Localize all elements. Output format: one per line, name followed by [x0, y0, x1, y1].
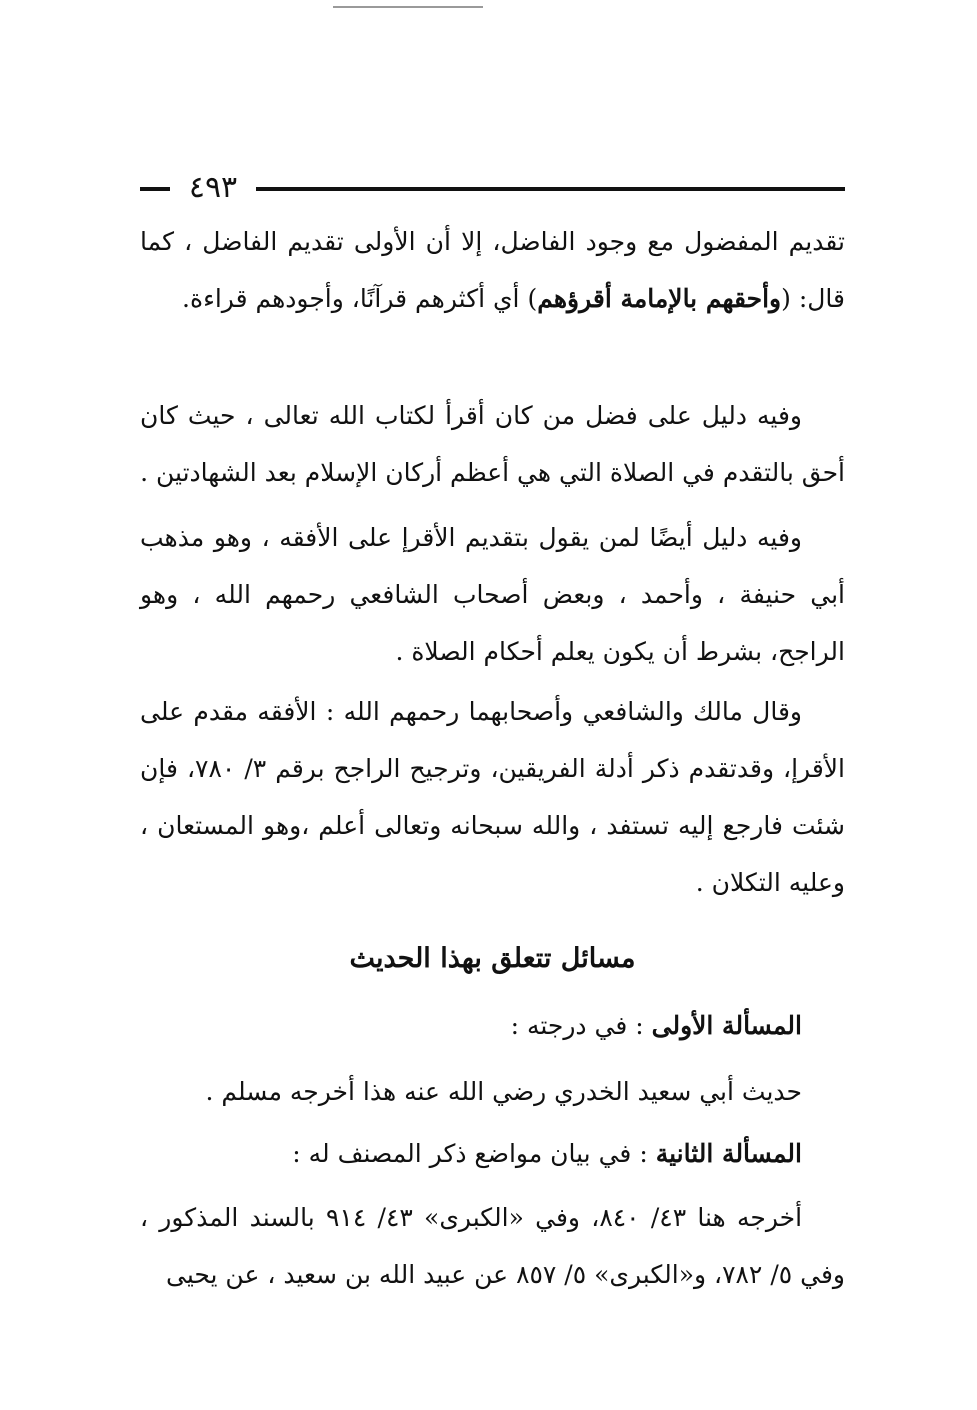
issue-first-text: : في درجته :: [510, 1011, 652, 1040]
paragraph-2: وفيه دليل على فضل من كان أقرأ لكتاب الله تعالى ، حيث كان أحق بالتقدم في الصلاة التي هي أعظم أركان الإسلام بعد الشهادتين .: [140, 401, 845, 487]
paragraph-1-text-before: تقديم المفضول مع وجود الفاضل، إلا أن الأولى تقديم الفاضل ، كما قال: (: [140, 227, 845, 313]
issue-second: [140, 1125, 802, 1182]
page-number: ٤٩٣: [188, 170, 238, 205]
section-heading: مسائل تتعلق بهذا الحديث: [349, 943, 636, 974]
header-rule-short: [140, 187, 170, 191]
issue-first-answer: حديث أبي سعيد الخدري رضي الله عنه هذا أخرجه مسلم .: [205, 1077, 802, 1106]
paragraph-3: وفيه دليل أيضًا لمن يقول بتقديم الأقرإ على الأفقه ، وهو مذهب أبي حنيفة ، وأحمد ، وبعض أصحاب الشافعي رحمهم الله ، وهو الراجح، بشرط أن يكون يعلم أحكام الصلاة .: [140, 523, 845, 666]
top-scan-mark: [333, 6, 483, 8]
final-paragraph: أخرجه هنا ٤٣/ ٨٤٠، وفي «الكبرى» ٤٣/ ٩١٤ بالسند المذكور ، وفي ٥/ ٧٨٢، و«الكبرى» ٥/ ٨٥٧ عن عبيد الله بن سعيد ، عن يحيى: [140, 1203, 845, 1289]
paragraph-1: [140, 213, 845, 327]
header-rule-long: [256, 187, 845, 191]
hadith-quote: وأحقهم بالإمامة أقرؤهم: [537, 284, 782, 313]
issue-first: [140, 997, 802, 1054]
issue-first-label: المسألة الأولى: [651, 1011, 802, 1040]
paragraph-1-text-after: ) أي أكثرهم قرآنًا، وأجودهم قراءة.: [182, 284, 538, 313]
page-header: [140, 168, 845, 208]
issue-second-text: : في بيان مواضع ذكر المصنف له :: [292, 1139, 656, 1168]
paragraph-4: وقال مالك والشافعي وأصحابهما رحمهم الله : الأفقه مقدم على الأقرإ، وقدتقدم ذكر أدلة الفريقين، وترجيح الراجح برقم ٣/ ٧٨٠، فإن شئت فارجع إليه تستفد ، والله سبحانه وتعالى أعلم ،وهو المستعان ، وعليه التكلان .: [140, 697, 845, 897]
issue-second-label: المسألة الثانية: [655, 1139, 802, 1168]
